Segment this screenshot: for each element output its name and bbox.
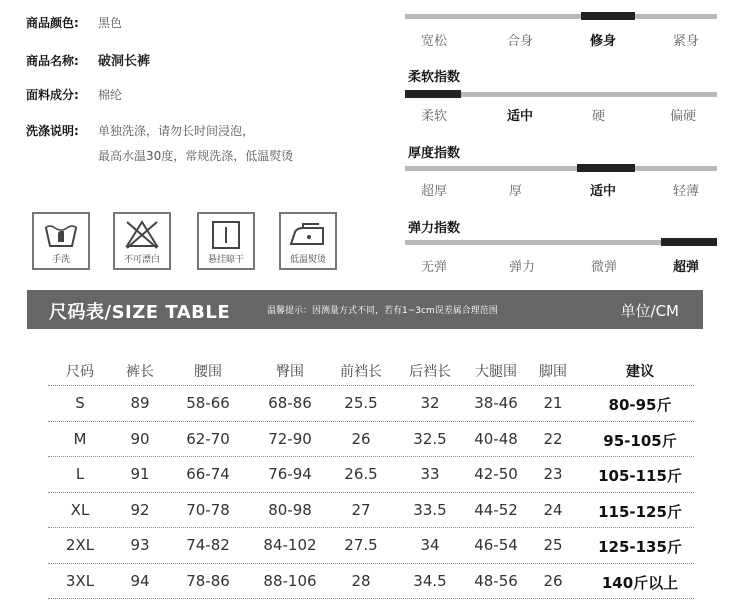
elasticity-option-1: 无弹 (421, 260, 448, 275)
fit-option-3: 修身 (590, 34, 617, 49)
header-size: 尺码 (66, 364, 94, 380)
cell-leg-opening: 22 (543, 429, 563, 448)
cell-thigh: 46-54 (474, 536, 518, 554)
size-table-banner (27, 290, 703, 329)
cell-suggestion: 125-135斤 (598, 538, 682, 556)
cell-front-rise: 27 (351, 500, 371, 519)
color-value: 黑色 (98, 16, 123, 30)
thickness-index-title: 厚度指数 (408, 146, 461, 161)
elasticity-index-bar (405, 240, 717, 245)
cell-front-rise: 28 (351, 571, 371, 590)
cell-suggestion: 80-95斤 (608, 396, 672, 414)
thickness-index-bar (405, 166, 717, 171)
header-thigh: 大腿围 (475, 364, 517, 380)
cell-suggestion: 95-105斤 (603, 431, 677, 450)
table-row (48, 422, 694, 458)
fit-option-2: 合身 (507, 34, 534, 49)
softness-index-bar (405, 92, 717, 97)
table-row (48, 386, 694, 422)
size-table-unit: 单位/CM (620, 302, 679, 320)
cell-length: 92 (130, 500, 150, 519)
name-label: 商品名称: (26, 54, 79, 68)
thickness-option-3: 适中 (590, 184, 617, 199)
table-row (48, 564, 694, 600)
header-front-rise: 前裆长 (340, 364, 382, 380)
cell-thigh: 38-46 (474, 394, 518, 412)
cell-back-rise: 34.5 (413, 571, 447, 590)
cell-size: S (75, 394, 85, 412)
hang-dry-icon (199, 214, 253, 254)
thickness-option-4: 轻薄 (673, 184, 700, 199)
cell-front-rise: 26 (351, 429, 371, 448)
header-length: 裤长 (126, 364, 154, 380)
cell-size: 2XL (65, 536, 95, 554)
cell-length: 91 (130, 465, 150, 483)
elasticity-option-2: 弹力 (509, 260, 536, 275)
wash-line-1: 单独洗涤，请勿长时间浸泡， (98, 124, 255, 138)
care-label-hang-dry: 悬挂晾干 (207, 255, 244, 265)
softness-option-1: 柔软 (421, 109, 448, 124)
wash-label: 洗涤说明: (26, 124, 79, 138)
size-table-note: 温馨提示：因测量方式不同，若有1~3cm误差属合理范围 (267, 306, 498, 316)
table-header-row (48, 352, 694, 386)
fabric-label: 面料成分: (26, 88, 79, 102)
cell-hip: 68-86 (268, 394, 312, 412)
fit-index-bar (405, 14, 717, 19)
size-table-title: 尺码表/SIZE TABLE (49, 302, 231, 323)
cell-back-rise: 32 (420, 394, 440, 412)
cell-leg-opening: 21 (543, 394, 563, 412)
fit-option-1: 宽松 (421, 34, 448, 49)
cell-hip: 84-102 (263, 536, 317, 554)
cell-waist: 62-70 (186, 429, 230, 448)
cell-back-rise: 33.5 (413, 500, 447, 519)
cell-length: 89 (130, 394, 150, 412)
softness-index-marker (405, 90, 461, 98)
elasticity-option-3: 微弹 (591, 260, 618, 275)
elasticity-index-marker (661, 238, 717, 246)
cell-back-rise: 33 (420, 465, 440, 483)
cell-hip: 88-106 (263, 571, 317, 590)
info-color-row (26, 14, 122, 31)
cell-leg-opening: 24 (543, 500, 563, 519)
softness-option-2: 适中 (507, 109, 534, 124)
info-name-row (26, 50, 150, 69)
cell-thigh: 42-50 (474, 465, 518, 483)
info-wash-row (26, 122, 254, 139)
softness-option-4: 偏硬 (670, 109, 697, 124)
cell-length: 90 (130, 429, 150, 448)
cell-waist: 58-66 (186, 394, 230, 412)
care-hang-dry (197, 212, 255, 270)
table-row (48, 457, 694, 493)
header-leg-opening: 脚围 (539, 364, 567, 380)
cell-size: 3XL (65, 571, 95, 590)
cell-hip: 80-98 (268, 500, 312, 519)
cell-size: L (75, 465, 85, 483)
color-label: 商品颜色: (26, 16, 79, 30)
cell-size: XL (70, 500, 90, 519)
cell-hip: 72-90 (268, 429, 312, 448)
cell-thigh: 44-52 (474, 500, 518, 519)
hand-wash-icon (34, 214, 88, 254)
cell-size: M (73, 429, 87, 448)
cell-length: 93 (130, 536, 150, 554)
low-iron-icon (281, 214, 335, 254)
cell-waist: 70-78 (186, 500, 230, 519)
cell-waist: 74-82 (186, 536, 230, 554)
name-value: 破洞长裤 (98, 54, 151, 69)
softness-index-title: 柔软指数 (408, 70, 461, 85)
thickness-option-1: 超厚 (421, 184, 448, 199)
cell-back-rise: 34 (420, 536, 440, 554)
cell-leg-opening: 25 (543, 536, 563, 554)
header-suggestion: 建议 (626, 364, 654, 380)
elasticity-option-4: 超弹 (673, 260, 700, 275)
table-row (48, 493, 694, 529)
cell-hip: 76-94 (268, 465, 312, 483)
header-hip: 臀围 (276, 364, 304, 380)
header-back-rise: 后裆长 (409, 364, 451, 380)
cell-front-rise: 25.5 (344, 394, 378, 412)
cell-waist: 66-74 (186, 465, 230, 483)
care-low-iron (279, 212, 337, 270)
no-bleach-icon (115, 214, 169, 254)
cell-thigh: 48-56 (474, 571, 518, 590)
header-waist: 腰围 (194, 364, 222, 380)
cell-suggestion: 105-115斤 (598, 467, 682, 485)
cell-suggestion: 115-125斤 (598, 502, 682, 521)
fit-index-marker (581, 12, 635, 20)
fit-option-4: 紧身 (673, 34, 700, 49)
wash-line-2: 最高水温30度，常规洗涤，低温熨烫 (98, 149, 294, 163)
softness-option-3: 硬 (592, 109, 606, 124)
cell-front-rise: 26.5 (344, 465, 378, 483)
cell-leg-opening: 23 (543, 465, 563, 483)
elasticity-index-title: 弹力指数 (408, 221, 461, 236)
thickness-option-2: 厚 (509, 184, 523, 199)
care-no-bleach (113, 212, 171, 270)
size-table (48, 352, 694, 599)
thickness-index-marker (577, 164, 635, 172)
fabric-value: 棉纶 (98, 88, 123, 102)
cell-length: 94 (130, 571, 150, 590)
cell-thigh: 40-48 (474, 429, 518, 448)
care-hand-wash (32, 212, 90, 270)
info-fabric-row (26, 86, 122, 103)
cell-waist: 78-86 (186, 571, 230, 590)
table-row (48, 528, 694, 564)
care-label-no-bleach: 不可漂白 (123, 255, 160, 265)
cell-leg-opening: 26 (543, 571, 563, 590)
care-label-hand-wash: 手洗 (51, 255, 70, 265)
cell-front-rise: 27.5 (344, 536, 378, 554)
care-label-low-iron: 低温熨烫 (289, 255, 326, 265)
cell-back-rise: 32.5 (413, 429, 447, 448)
cell-suggestion: 140斤以上 (601, 573, 679, 592)
